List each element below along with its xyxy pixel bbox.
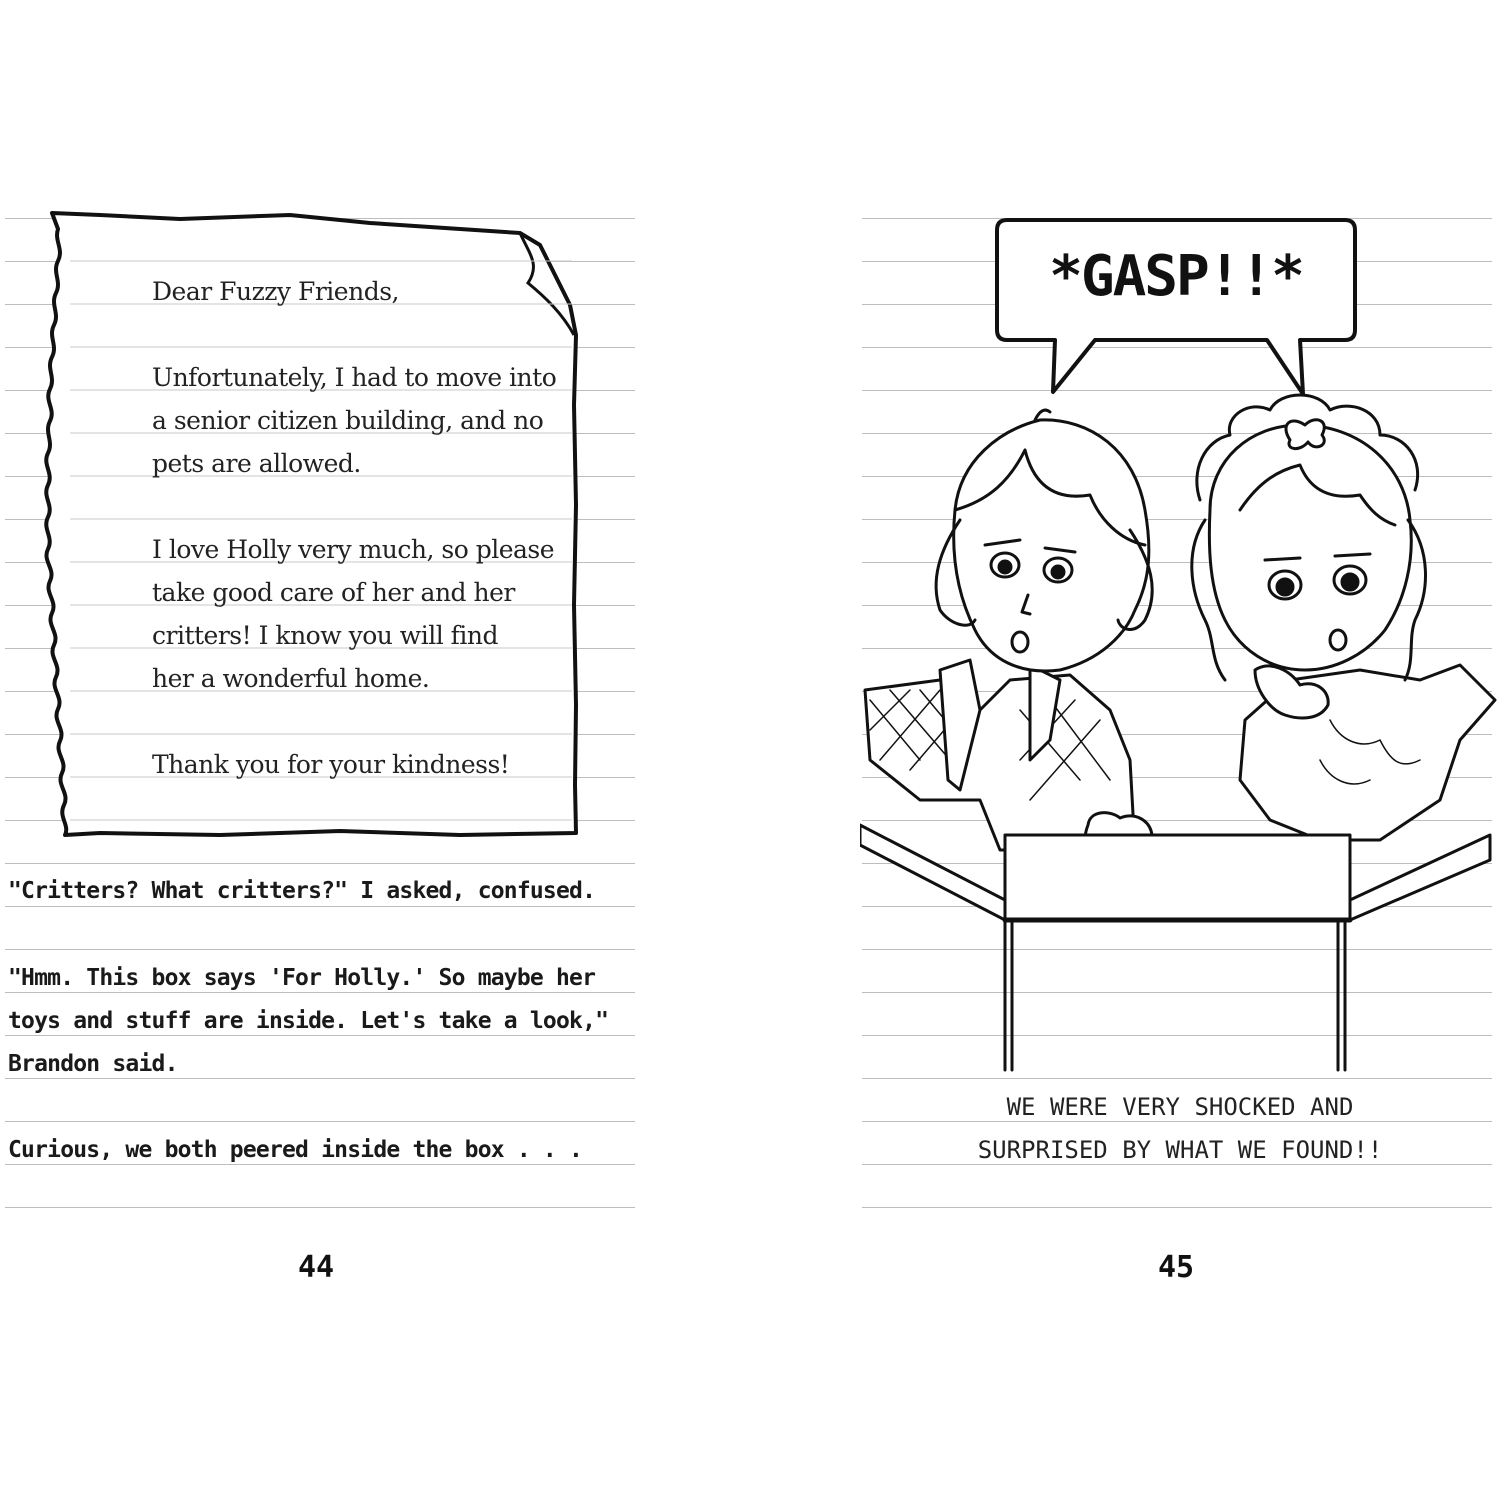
letter-line: I love Holly very much, so please (152, 535, 555, 564)
letter-line: take good care of her and her (152, 578, 515, 607)
page-number-right: 45 (1158, 1250, 1195, 1285)
left-page (0, 0, 640, 1500)
right-girl-head (1209, 425, 1411, 670)
narration-line: toys and stuff are inside. Let's take a look," (8, 1008, 609, 1034)
narration-line: Curious, we both peered inside the box . . . (8, 1137, 583, 1163)
box-left-flap (860, 825, 1005, 920)
gasp-text: *GASP!!* (1049, 244, 1303, 309)
left-girl-head (954, 420, 1149, 671)
caption-line: WE WERE VERY SHOCKED AND (1006, 1093, 1354, 1121)
box-right-flap (1350, 835, 1490, 920)
letter-line: critters! I know you will find (152, 621, 498, 650)
letter-line: Dear Fuzzy Friends, (152, 277, 399, 306)
box-front (1005, 835, 1350, 920)
letter-line: a senior citizen building, and no (152, 406, 544, 435)
caption-line: SURPRISED BY WHAT WE FOUND!! (977, 1136, 1383, 1164)
page-number-left: 44 (298, 1250, 335, 1285)
letter-line: her a wonderful home. (152, 664, 430, 693)
narration-line: Brandon said. (8, 1051, 178, 1077)
letter-line: Unfortunately, I had to move into (152, 363, 557, 392)
girls-peering-into-box-illustration (860, 380, 1500, 1080)
letter-line: Thank you for your kindness! (152, 750, 510, 779)
letter-note (40, 205, 585, 845)
narration-line: "Hmm. This box says 'For Holly.' So maybe her (8, 965, 596, 991)
speech-bubble (995, 218, 1357, 340)
box-body (1005, 920, 1345, 1070)
narration-line: "Critters? What critters?" I asked, confused. (8, 878, 596, 904)
letter-line: pets are allowed. (152, 449, 361, 478)
